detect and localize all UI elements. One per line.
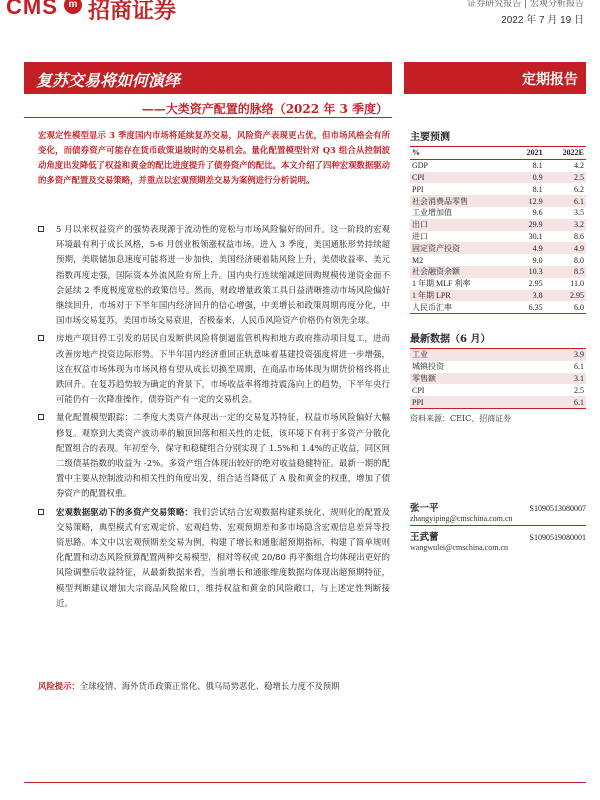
square-bullet-icon (38, 509, 44, 515)
report-date: 2022 年 7 月 19 日 (501, 15, 584, 26)
row-label: 1 年期 MLF 利率 (412, 279, 471, 289)
cell-2022e: 4.9 (545, 242, 586, 254)
table-row (410, 396, 586, 408)
bullet-text: 5 月以来权益资产的强势表现源于流动性的宽松与市场风险偏好的回升。这一阶段的宏观环境最有利于成长风格，5-6 月创业板领涨权益市场。进入 3 季度，美国通胀形势持续超预期，美联储加息速度可能将进一步加快，美国经济硬着陆风险上升，美债收益率、美元指数再度走强，国际资本外流风险有所上升。国内央行连续缩减逆回购规模传递资金面不会延续 2 季度极度宽松的政策信号。然而，财政增量政策工具日益清晰推动市场风险偏好继续回升，市场对于下半年国内经济回升的信心增强，中美增长和政策周期再度分化，中国市场交易复苏，美国市场交易衰退，否极泰来，人民币风险资产价格仍有领先全球。 (56, 224, 390, 326)
table-row (410, 361, 586, 373)
company-name: 招商证券 (88, 0, 177, 24)
table-row (410, 278, 586, 290)
cell-2021: 30.1 (528, 231, 543, 241)
summary-paragraph: 宏观定性模型显示 3 季度国内市场将延续复苏交易，风险资产表现更占优，但市场风格会有所变化，而债券资产可能存在货币政策退坡时的交易机会。量化配置模型针对 Q3 组合从控制波动角度出发降低了权益和黄金的配比进度提升了债券资产的配比。本文介绍了四种宏观数据驱动的多资产配置及交易策略，并重点以宏观预期差交易为案例进行分析说明。 (38, 130, 390, 185)
row-label: PPI (410, 396, 538, 408)
row-label: M2 (412, 255, 424, 265)
bullet-item (38, 410, 390, 501)
bullet-item (38, 222, 390, 328)
table-row (410, 242, 586, 254)
row-label: 工业 (410, 349, 538, 361)
table-row (410, 159, 586, 171)
table-row (410, 373, 586, 385)
report-category: 证券研究报告 | 宏观分析报告 (467, 0, 584, 9)
author-code: S1090519080001 (529, 533, 586, 542)
row-label: 出口 (410, 219, 512, 231)
cell-2021: 12.9 (512, 195, 545, 207)
row-label: CPI (412, 385, 425, 395)
forecast-section (410, 128, 586, 314)
forecast-bottom-rule (410, 313, 586, 314)
column-header: 2022E (545, 147, 586, 159)
cell-2021: 9.6 (532, 208, 543, 218)
cell-2022e: 11.0 (570, 279, 584, 289)
latest-data-title: 最新数据（6 月） (410, 334, 491, 345)
column-header: 2021 (512, 147, 545, 159)
square-bullet-icon (38, 226, 44, 232)
table-row (410, 207, 586, 219)
cell-2022e: 2.95 (545, 290, 586, 302)
footer-divider (24, 782, 586, 783)
cell-value: 3.1 (538, 373, 586, 385)
row-label: 社会融资余额 (410, 266, 512, 278)
cell-2021: 10.3 (512, 266, 545, 278)
table-row (410, 219, 586, 231)
cell-value: 2.5 (574, 385, 584, 395)
data-source: 资料来源：CEIC、招商证券 (410, 413, 512, 423)
table-row (410, 231, 586, 243)
cell-2021: 0.9 (512, 172, 545, 184)
risk-text: 全球疫情、海外货币政策正常化、俄乌局势恶化、稳增长力度不及预期 (79, 681, 340, 691)
table-row (410, 183, 586, 195)
row-label: 人民币汇率 (412, 302, 452, 312)
row-label: 进口 (412, 231, 428, 241)
bullet-text: 量化配置模型跟踪：二季度大类资产体现出一定的交易复苏特征，权益市场风险偏好大幅修复。观察到大类资产波动率的触顶回落和相关性的走低，该环境下有利于多资产分散化配置组合的表现。年初至今，保守和稳健组合分别实现了 1.5%和 1.4%的正收益，同区间二级债基指数的收益为 -2%。多资产组合体现出较好的绝对收益稳健特征。最新一期的配置中主要从控制波动和相关性的角度出发，组合适当降低了 A 股和黄金的权重，增加了债券资产的配置权重。 (56, 412, 390, 499)
cell-2022e: 8.6 (574, 231, 584, 241)
author-row (410, 529, 586, 543)
cell-2022e: 6.2 (574, 184, 584, 194)
cell-2021: 2.95 (528, 279, 543, 289)
bullet-item (38, 331, 390, 407)
forecast-table (410, 147, 586, 313)
bullet-text: 我们尝试结合宏观数据构建系统化、规则化的配置及交易策略，典型模式有宏观定价、宏观趋势、宏观预期差和多市场隐含宏观信息差异等投资思路。本文中以宏观预期差交易为例，构建了增长和通胀超预期指标，构建了简单规则化配置和动态风险预算配置两种交易模型，相对等权或 20/80 再平衡组合均体现出更好的风险调整后收益特征，从最新数据来看，当前增长和通胀维度数据均体现出超预期特征，模型判断建议增加大宗商品风险敞口，维持权益和黄金的风险敞口，与上述定性判断接近。 (56, 506, 391, 608)
row-label: 零售额 (410, 373, 538, 385)
cell-2021: 8.1 (532, 161, 543, 171)
table-row (410, 254, 586, 266)
row-label: 固定资产投资 (410, 242, 512, 254)
table-row (410, 172, 586, 184)
cell-value: 6.1 (574, 362, 584, 372)
table-row (410, 290, 586, 302)
risk-label: 风险提示： (38, 681, 80, 691)
cell-2022e: 6.1 (545, 195, 586, 207)
report-type: 定期报告 (522, 72, 578, 88)
author-name: 张一平 (410, 503, 439, 514)
cell-2021: 3.8 (512, 290, 545, 302)
cell-value: 3.9 (538, 349, 586, 361)
row-label: 1 年期 LPR (410, 290, 512, 302)
cell-2021: 29.9 (512, 219, 545, 231)
table-header-row (410, 147, 586, 159)
subtitle-divider (24, 117, 392, 118)
bullet-item (38, 505, 390, 611)
risk-warning (38, 678, 390, 695)
cell-2021: 6.35 (528, 302, 543, 312)
author-name: 王武蕾 (410, 532, 439, 543)
cms-logo: CMS (6, 0, 58, 19)
bullet-text: 房地产项目停工引发的居民自发断供风险将倒逼监管机构和地方政府推动项目复工，进而改善房地产投资边际形势。下半年国内经济重回正轨意味着基建投资强度将进一步增强，这在权益市场体现为市场风格有望从成长切换至周期，在商品市场体现为期货价格终将止跌回升。在复苏趋势较为确定的背景下，市场收益率将维持震荡向上的趋势，下半年央行可能仍有一次降准操作，债券资产有一定的交易机会。 (56, 333, 390, 405)
cell-2022e: 8.0 (574, 255, 584, 265)
square-bullet-icon (38, 335, 44, 341)
row-label: PPI (412, 184, 424, 194)
author-code: S1090513080007 (529, 504, 586, 513)
cell-2021: 8.1 (532, 184, 543, 194)
cell-2022e: 3.2 (545, 219, 586, 231)
latest-data-table (410, 349, 586, 408)
cell-value: 6.1 (538, 396, 586, 408)
row-label: 工业增加值 (412, 208, 452, 218)
table-row (410, 301, 586, 313)
latest-data-section (410, 330, 586, 424)
table-row (410, 384, 586, 396)
seal-icon: m (64, 0, 82, 14)
cell-2022e: 2.5 (545, 172, 586, 184)
cell-2022e: 3.5 (574, 208, 584, 218)
cell-2022e: 4.2 (574, 161, 584, 171)
forecast-title: 主要预测 (410, 132, 450, 143)
author-email[interactable]: wangwulei@cmschina.com.cn (410, 543, 509, 552)
latest-bottom-rule (410, 408, 586, 409)
cell-2021: 9.0 (532, 255, 543, 265)
page-title: 复苏交易将如何演绎 (36, 71, 181, 90)
row-label: 城镇投资 (412, 362, 444, 372)
author-divider (410, 525, 586, 526)
row-label: 社会消费品零售 (410, 195, 512, 207)
cell-2021: 4.9 (512, 242, 545, 254)
table-row (410, 266, 586, 278)
author-block (410, 500, 586, 552)
row-label: GDP (412, 161, 429, 171)
cell-2022e: 8.5 (545, 266, 586, 278)
row-label: CPI (410, 172, 512, 184)
author-email[interactable]: zhangyiping@cmschina.com.cn (410, 514, 513, 523)
square-bullet-icon (38, 414, 44, 420)
bullet-list (38, 222, 390, 614)
table-row (410, 349, 586, 361)
column-header: % (410, 147, 512, 159)
table-row (410, 195, 586, 207)
author-row (410, 500, 586, 514)
page-subtitle: ——大类资产配置的脉络（2022 年 3 季度） (141, 102, 388, 116)
bullet-heading: 宏观数据驱动下的多资产交易策略： (56, 506, 194, 517)
cell-2022e: 6.0 (574, 302, 584, 312)
